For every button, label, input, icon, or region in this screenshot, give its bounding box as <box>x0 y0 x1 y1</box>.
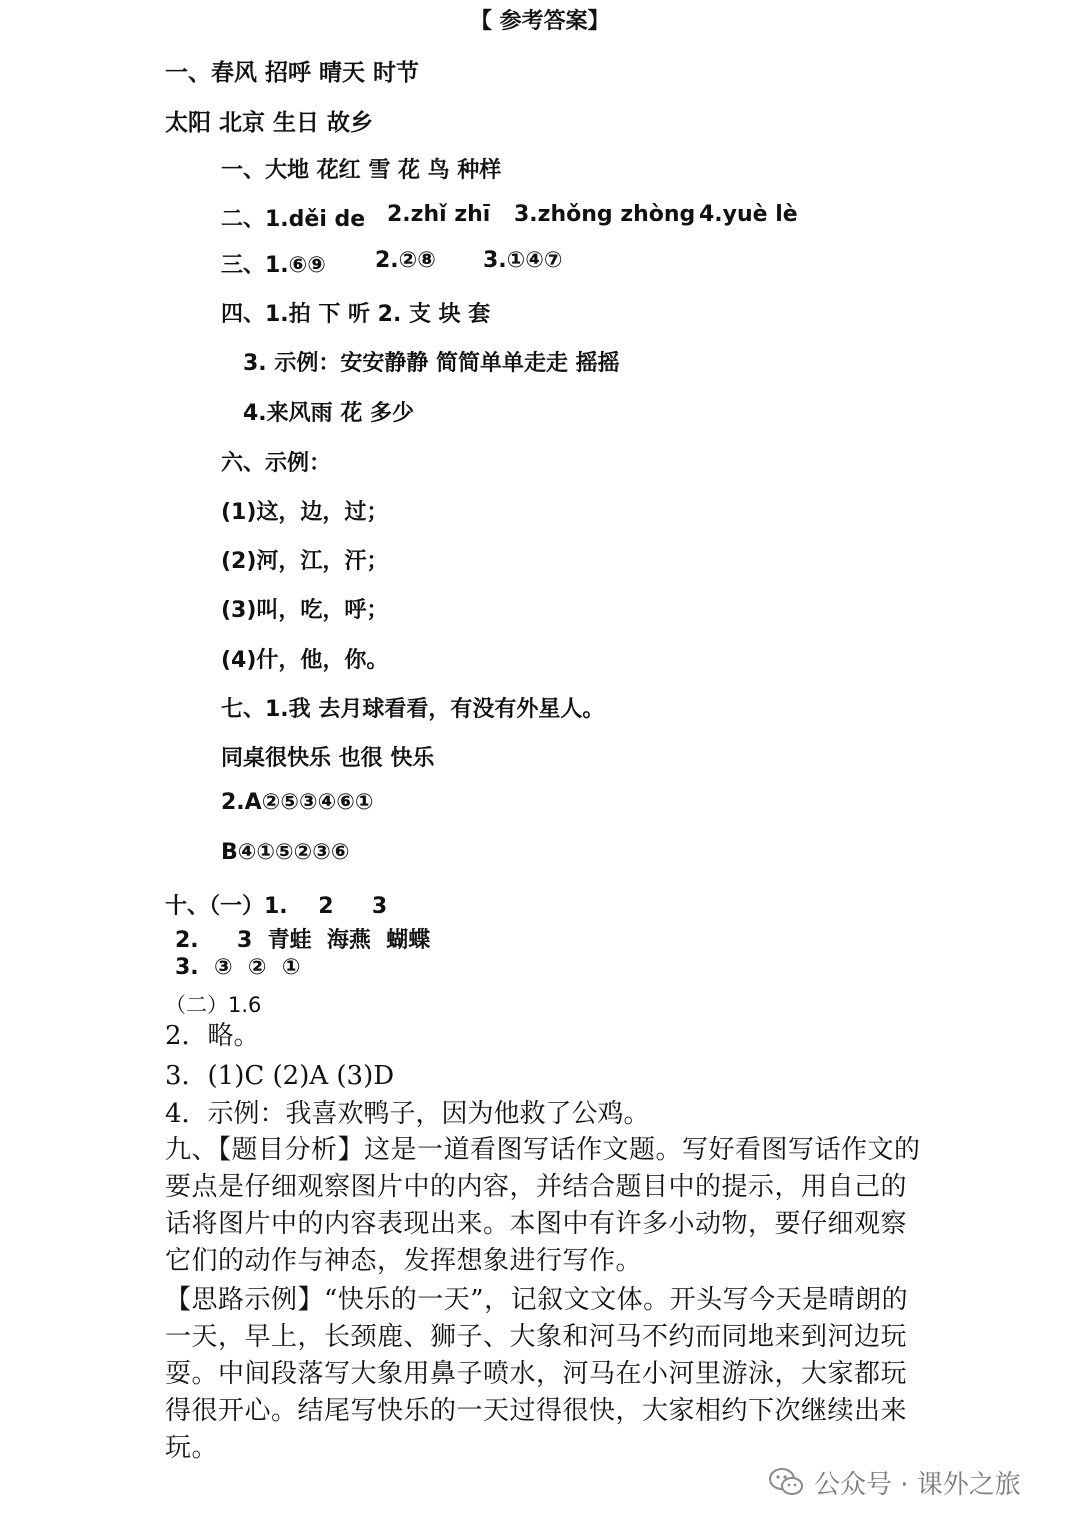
answer-line: 一、春风 招呼 晴天 时节 <box>165 60 420 86</box>
answer-line: 三、1.⑥⑨ <box>221 253 326 278</box>
page-title: 【 参考答案】 <box>470 9 610 34</box>
answer-line: 2.②⑧ <box>375 248 436 273</box>
answer-line: 3. 示例：安安静静 简简单单走走 摇摇 <box>243 351 620 376</box>
wechat-icon <box>768 1467 804 1497</box>
answer-line: 2. 3 青蛙 海燕 蝴蝶 <box>175 928 431 953</box>
answer-line: B④①⑤②③⑥ <box>221 840 350 865</box>
answer-line: 四、1.拍 下 听 2. 支 块 套 <box>221 302 491 327</box>
answer-line: 六、示例： <box>221 451 332 476</box>
answer-line: 同桌很快乐 也很 快乐 <box>221 746 435 771</box>
answer-line: (3)叫，吃，呼； <box>221 598 389 623</box>
answer-line: （二）1.6 <box>165 993 262 1017</box>
answer-line: 太阳 北京 生日 故乡 <box>165 110 374 136</box>
answer-line: 3．(1)C (2)A (3)D <box>165 1061 395 1091</box>
answer-line: 4.来风雨 花 多少 <box>243 401 414 426</box>
essay-analysis-text: 九、【题目分析】这是一道看图写话作文题。写好看图写话作文的要点是仔细观察图片中的内容，并结合题目中的提示，用自己的话将图片中的内容表现出来。本图中有许多小动物，要仔细观察它们的动作与神态，发挥想象进行写作。 <box>165 1135 921 1276</box>
answer-line: 2．略。 <box>165 1021 260 1051</box>
answer-line: (4)什，他，你。 <box>221 648 389 673</box>
watermark <box>768 1462 1021 1502</box>
answer-line: 3.zhǒng zhòng <box>514 202 696 227</box>
answer-line: 4．示例：我喜欢鸭子，因为他救了公鸡。 <box>165 1099 650 1129</box>
answer-line: 2.A②⑤③④⑥① <box>221 790 374 815</box>
answer-line: 二、1.děi de <box>221 207 366 232</box>
answer-line: 4.yuè lè <box>699 202 798 227</box>
essay-analysis <box>165 1132 925 1280</box>
answer-line: 3.①④⑦ <box>483 248 563 273</box>
answer-line: 2.zhǐ zhī <box>387 202 491 227</box>
answer-line: 十、（一）1. 2 3 <box>165 894 388 919</box>
watermark-text: 公众号 · 课外之旅 <box>814 1469 1021 1500</box>
answer-line: 七、1.我 去月球看看，有没有外星人。 <box>221 697 605 722</box>
essay-example-text: 【思路示例】“快乐的一天”，记叙文文体。开头写今天是晴朗的一天，早上，长颈鹿、狮子、大象和河马不约而同地来到河边玩耍。中间段落写大象用鼻子喷水，河马在小河里游泳，大家都玩得很开心。结尾写快乐的一天过得很快，大家相约下次继续出来玩。 <box>165 1285 909 1463</box>
answer-line: (1)这，边，过； <box>221 500 389 525</box>
answer-line: (2)河，江，汗； <box>221 549 389 574</box>
answer-line: 3. ③ ② ① <box>175 955 301 980</box>
answer-line: 一、大地 花红 雪 花 鸟 种样 <box>221 158 502 183</box>
essay-example <box>165 1282 925 1467</box>
